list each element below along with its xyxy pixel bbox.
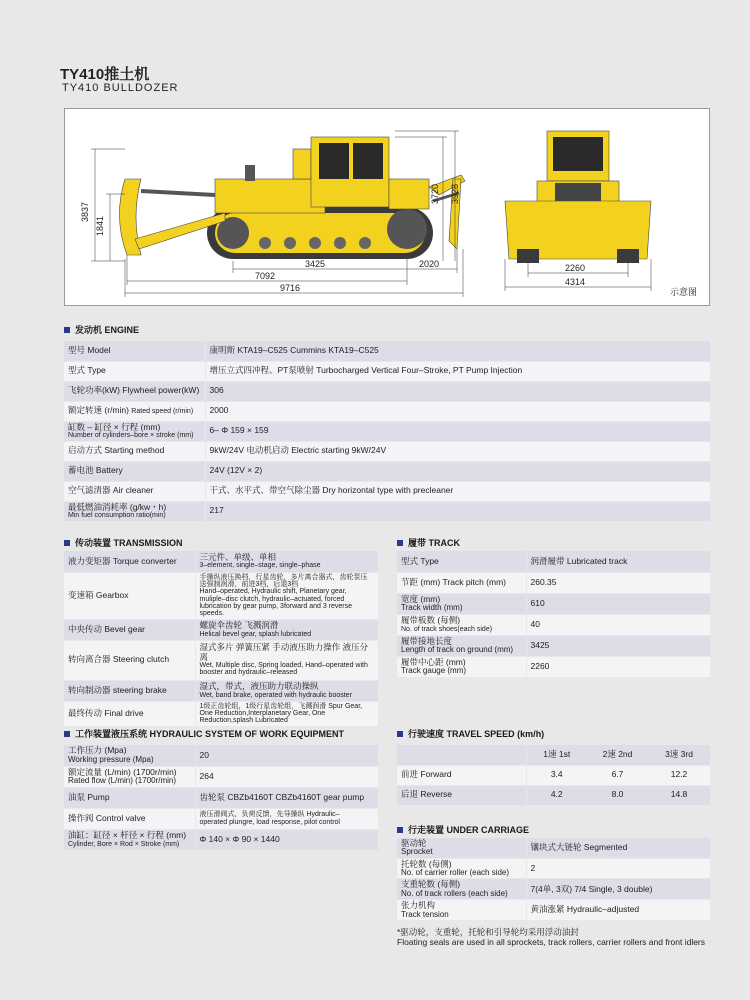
table-row: 液力变矩器 Torque converter 三元件、单级、单相 3–element, single–stage, single–phase [64, 551, 378, 572]
table-row: 中央传动 Bevel gear 螺旋伞齿轮 飞溅润滑 Helical bevel gear, splash lubricated [64, 619, 378, 640]
section-bullet-icon [64, 731, 70, 737]
table-row: 宽度 (mm) Track width (mm) 610 [397, 593, 710, 614]
dim-height-d: 3928 [450, 183, 461, 205]
section-bullet-icon [397, 540, 403, 546]
table-row: 操作阀 Control valve 液压滑阀式，负荷反馈，先导操纵 Hydraulic– operated plungre, load response, pilot control [64, 808, 378, 829]
page-title-en: TY410 BULLDOZER [62, 82, 179, 94]
table-row: 驱动轮 Sprocket 镶块式大链轮 Segmented [397, 838, 710, 858]
table-row: 空气滤清器 Air cleaner 干式、水平式、带空气除尘器 Dry horizontal type with precleaner [64, 481, 710, 501]
dim-front-width: 4314 [565, 277, 586, 287]
table-row: 最终传动 Final drive 1级正齿轮组，1级行星齿轮组，飞溅润滑 Spur Gear, One Reduction,Interplanetary Gear, One Reduction,splash Lubricated [64, 701, 378, 726]
table-row: 飞轮功率(kW) Flywheel power(kW) 306 [64, 381, 710, 401]
transmission-heading-text: 传动装置 TRANSMISSION [75, 538, 183, 548]
table-row: 1速 1st 2速 2nd 3速 3rd [397, 745, 710, 765]
dim-rear-len: 2020 [419, 259, 440, 269]
table-row: 最低燃油消耗率 (g/kw・h) Min fuel consumption ratio(min) 217 [64, 501, 710, 521]
table-row: 前进 Forward 3.4 6.7 12.2 [397, 765, 710, 785]
engine-table [64, 341, 710, 522]
footnote-en: Floating seals are used in all sprockets, track rollers, carrier rollers and front idlers [397, 937, 706, 948]
footnote-cn: *驱动轮，支重轮，托轮和引导轮均采用浮动油封 [397, 927, 579, 937]
engine-heading [64, 323, 139, 336]
table-row: 工作压力 (Mpa) Working pressure (Mpa) 20 [64, 745, 378, 766]
table-row: 转向制动器 steering brake 湿式，带式，液压助力联动操纵 Wet, band brake, operated with hydraulic booster [64, 680, 378, 701]
table-row: 额定流量 (L/min) (1700r/min) Rated flow (L/min) (1700r/min) 264 [64, 766, 378, 787]
table-row: 型号 Model 康明斯 KTA19–C525 Cummins KTA19–C525 [64, 341, 710, 361]
table-row: 托轮数 (每侧) No. of carrier roller (each side) 2 [397, 858, 710, 879]
sprocket-wheel [387, 209, 427, 249]
dim-front-gauge: 2260 [565, 263, 586, 273]
table-row: 后退 Reverse 4.2 8.0 14.8 [397, 785, 710, 805]
table-row: 转向离合器 Steering clutch 湿式多片 弹簧压紧 手动液压助力操作 液压分离 Wet, Multiple disc, Spring loaded, Hand–operated with booster and hydraulic–released [64, 640, 378, 680]
blade-cylinder [141, 191, 215, 195]
table-row: 支重轮数 (每侧) No. of track rollers (each side) 7(4单, 3双) 7/4 Single, 3 double) [397, 879, 710, 900]
track-heading [397, 536, 460, 549]
table-row: 变速箱 Gearbox 手操纵液压换档，行星齿轮，多片离合器式，齿轮泵压送强制润滑，前进3档，后退3档 Hand–operated, Hydraulic shift, Planetary gear, muliple–disc clutch, hydraulic–actuated, forced lubrication by gear pump, 3forward and 3 reverse speeds. [64, 572, 378, 619]
dim-height-c: 3720 [430, 183, 441, 205]
table-row: 额定转速 (r/min) Rated speed (r/min) 2000 [64, 401, 710, 421]
engine-hood [215, 179, 325, 213]
hydraulic-heading [64, 727, 344, 740]
table-row: 蓄电池 Battery 24V (12V × 2) [64, 461, 710, 481]
undercarriage-heading [397, 823, 529, 836]
dim-total-len: 9716 [280, 283, 301, 293]
table-row: 履带中心距 (mm) Track gauge (mm) 2260 [397, 656, 710, 677]
transmission-table [64, 551, 378, 727]
front-window [553, 137, 603, 171]
table-row: 油泵 Pump 齿轮泵 CBZb4160T CBZb4160T gear pump [64, 787, 378, 808]
bulldozer-drawing [65, 109, 711, 307]
table-row: 履带板数 (每侧) No. of track shoes(each side) 40 [397, 614, 710, 635]
engine-heading-text: 发动机 ENGINE [75, 325, 140, 335]
table-row: 启动方式 Starting method 9kW/24V 电动机启动 Electric starting 9kW/24V [64, 441, 710, 461]
section-bullet-icon [397, 731, 403, 737]
section-bullet-icon [64, 540, 70, 546]
cab-window-front [319, 143, 349, 179]
side-view [91, 131, 465, 297]
travel-heading [397, 727, 544, 740]
transmission-heading [64, 536, 183, 549]
dim-mid-len: 7092 [255, 271, 276, 281]
track-heading-text: 履带 TRACK [408, 538, 460, 548]
table-row: 型式 Type 润滑履带 Lubricated track [397, 551, 710, 572]
table-row: 型式 Type 增压立式四冲程、PT泵喷射 Turbocharged Vertical Four–Stroke, PT Pump Injection [64, 361, 710, 381]
bulldozer-diagram [64, 108, 710, 306]
table-row: 节距 (mm) Track pitch (mm) 260.35 [397, 572, 710, 593]
hydraulic-heading-text: 工作装置液压系统 HYDRAULIC SYSTEM OF WORK EQUIPMENT [75, 729, 345, 739]
travel-heading-text: 行驶速度 TRAVEL SPEED (km/h) [408, 729, 545, 739]
table-row: 履带接地长度 Length of track on ground (mm) 3425 [397, 635, 710, 656]
hydraulic-table [64, 745, 378, 851]
diagram-note: 示意图 [669, 287, 697, 297]
dim-height-a: 3837 [80, 201, 91, 223]
table-row: 张力机构 Track tension 黄油涨紧 Hydraulic–adjusted [397, 900, 710, 921]
dim-track-len: 3425 [305, 259, 326, 269]
footnote [397, 927, 705, 947]
undercarriage-table [397, 838, 710, 921]
section-bullet-icon [64, 327, 70, 333]
travel-table [397, 745, 710, 806]
page-title-cn: TY410推土机 [60, 66, 150, 83]
cab-window-rear [353, 143, 383, 179]
track-table [397, 551, 710, 678]
undercarriage-heading-text: 行走装置 UNDER CARRIAGE [408, 825, 530, 835]
exhaust-pipe [245, 165, 255, 181]
table-row: 油缸：缸径 × 杆径 × 行程 (mm) Cylinder, Bore × Rod × Stroke (mm) Φ 140 × Φ 90 × 1440 [64, 829, 378, 850]
dim-height-b: 1841 [95, 215, 106, 237]
section-bullet-icon [397, 827, 403, 833]
table-row: 缸数 – 缸径 × 行程 (mm) Number of cylinders–bore × stroke (mm) 6– Φ 159 × 159 [64, 421, 710, 441]
